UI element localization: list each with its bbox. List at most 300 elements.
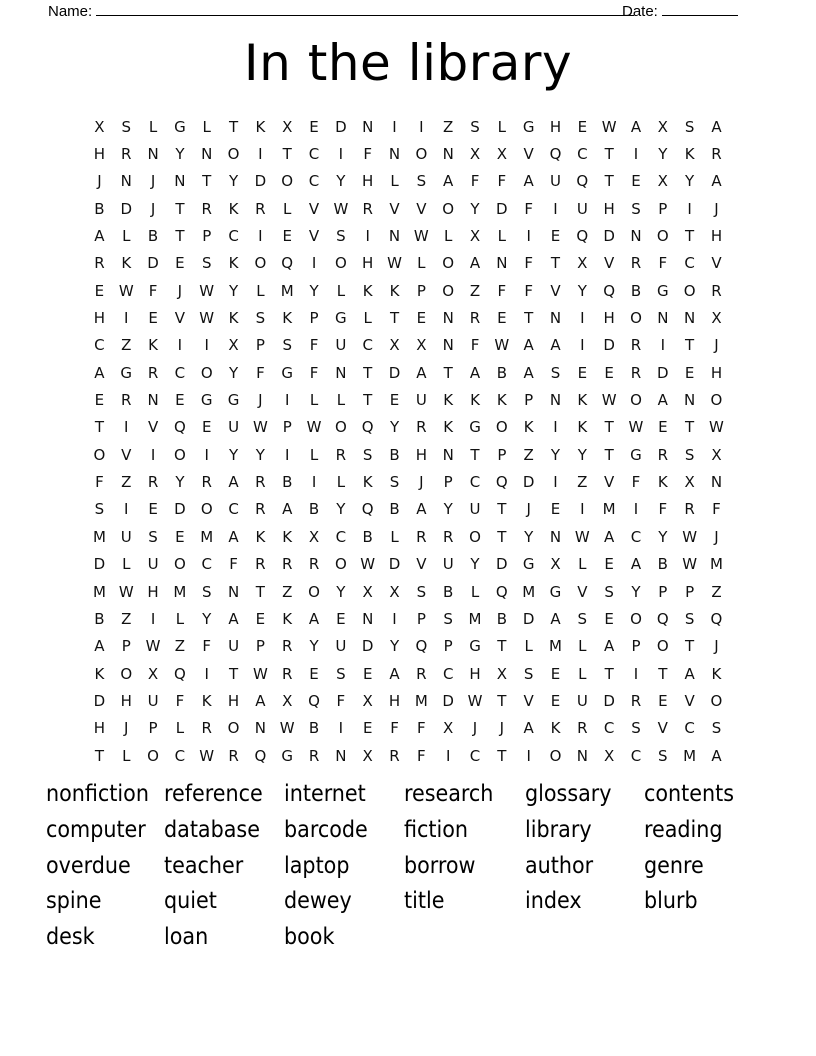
grid-letter[interactable]: P — [416, 281, 426, 300]
grid-letter[interactable]: P — [443, 637, 453, 656]
word-list-item[interactable]: title — [404, 888, 445, 915]
grid-letter[interactable]: X — [362, 582, 373, 601]
grid-letter[interactable]: F — [524, 254, 533, 273]
grid-letter[interactable]: L — [470, 582, 480, 601]
grid-letter[interactable]: B — [94, 199, 105, 218]
grid-letter[interactable]: G — [469, 418, 481, 437]
grid-letter[interactable]: T — [363, 391, 373, 410]
grid-letter[interactable]: S — [148, 527, 158, 546]
grid-letter[interactable]: T — [685, 418, 695, 437]
grid-letter[interactable]: F — [202, 637, 212, 656]
grid-letter[interactable]: R — [711, 145, 722, 164]
grid-letter[interactable]: K — [228, 254, 239, 273]
grid-letter[interactable]: C — [228, 500, 239, 519]
grid-letter[interactable]: H — [120, 691, 132, 710]
grid-letter[interactable]: K — [711, 664, 722, 683]
grid-letter[interactable]: W — [628, 418, 644, 437]
grid-letter[interactable]: M — [200, 527, 214, 546]
grid-letter[interactable]: X — [443, 719, 454, 738]
grid-letter[interactable]: O — [227, 145, 240, 164]
grid-letter[interactable]: W — [252, 418, 268, 437]
grid-letter[interactable]: I — [124, 418, 129, 437]
grid-letter[interactable]: X — [282, 117, 293, 136]
grid-letter[interactable]: P — [416, 609, 426, 628]
grid-letter[interactable]: L — [256, 281, 265, 300]
grid-letter[interactable]: N — [684, 391, 696, 410]
grid-letter[interactable]: H — [93, 309, 106, 328]
grid-letter[interactable]: O — [630, 391, 642, 410]
grid-letter[interactable]: G — [630, 445, 642, 464]
grid-letter[interactable]: R — [416, 527, 427, 546]
grid-letter[interactable]: N — [442, 336, 454, 355]
grid-letter[interactable]: C — [94, 336, 105, 355]
word-list-item[interactable]: library — [525, 816, 592, 843]
grid-letter[interactable]: E — [550, 500, 561, 519]
grid-letter[interactable]: D — [388, 555, 401, 574]
grid-letter[interactable]: E — [604, 555, 614, 574]
grid-letter[interactable]: K — [255, 117, 266, 136]
grid-letter[interactable]: G — [469, 637, 481, 656]
grid-letter[interactable]: L — [578, 664, 587, 683]
grid-letter[interactable]: R — [255, 555, 266, 574]
grid-letter[interactable]: O — [442, 199, 455, 218]
grid-letter[interactable]: C — [308, 145, 320, 164]
grid-letter[interactable]: K — [362, 473, 373, 492]
grid-letter[interactable]: N — [657, 309, 669, 328]
grid-letter[interactable]: K — [282, 309, 293, 328]
grid-letter[interactable]: H — [469, 664, 481, 683]
grid-letter[interactable]: S — [550, 363, 561, 382]
grid-letter[interactable]: F — [524, 281, 533, 300]
grid-letter[interactable]: I — [419, 117, 424, 136]
grid-letter[interactable]: T — [497, 637, 507, 656]
grid-letter[interactable]: V — [684, 691, 695, 710]
grid-letter[interactable]: K — [684, 145, 695, 164]
grid-letter[interactable]: R — [362, 199, 373, 218]
grid-letter[interactable]: K — [577, 418, 588, 437]
grid-letter[interactable]: X — [469, 227, 481, 246]
grid-letter[interactable]: P — [685, 582, 695, 601]
grid-letter[interactable]: Y — [228, 363, 239, 382]
grid-letter[interactable]: Y — [336, 172, 346, 191]
grid-letter[interactable]: T — [94, 746, 104, 765]
grid-letter[interactable]: S — [282, 336, 292, 355]
grid-letter[interactable]: V — [174, 309, 186, 328]
grid-letter[interactable]: A — [255, 691, 266, 710]
date-input-line[interactable] — [662, 2, 738, 16]
grid-letter[interactable]: M — [683, 746, 697, 765]
grid-letter[interactable]: F — [229, 555, 238, 574]
grid-letter[interactable]: F — [95, 473, 104, 492]
grid-letter[interactable]: W — [601, 391, 617, 410]
grid-letter[interactable]: V — [308, 199, 320, 218]
grid-letter[interactable]: V — [657, 719, 668, 738]
grid-letter[interactable]: V — [604, 254, 615, 273]
grid-letter[interactable]: F — [470, 172, 480, 191]
grid-letter[interactable]: B — [389, 500, 400, 519]
grid-letter[interactable]: M — [709, 555, 723, 574]
grid-letter[interactable]: E — [631, 172, 641, 191]
grid-letter[interactable]: W — [601, 117, 617, 136]
grid-letter[interactable]: U — [335, 336, 347, 355]
grid-letter[interactable]: T — [497, 691, 507, 710]
grid-letter[interactable]: D — [335, 117, 347, 136]
grid-letter[interactable]: I — [311, 473, 317, 492]
word-list-item[interactable]: contents — [644, 781, 735, 807]
grid-letter[interactable]: K — [577, 391, 588, 410]
grid-letter[interactable]: A — [630, 117, 642, 136]
grid-letter[interactable]: I — [580, 336, 585, 355]
grid-letter[interactable]: V — [550, 281, 561, 300]
grid-letter[interactable]: E — [577, 363, 588, 382]
grid-letter[interactable]: T — [228, 117, 239, 136]
grid-letter[interactable]: Q — [576, 227, 589, 246]
grid-letter[interactable]: J — [177, 281, 183, 300]
grid-letter[interactable]: N — [630, 227, 642, 246]
grid-letter[interactable]: T — [497, 527, 507, 546]
grid-letter[interactable]: R — [121, 391, 132, 410]
grid-letter[interactable]: X — [389, 336, 400, 355]
grid-letter[interactable]: D — [93, 555, 106, 574]
grid-letter[interactable]: W — [199, 281, 215, 300]
grid-letter[interactable]: T — [443, 363, 453, 382]
grid-letter[interactable]: C — [684, 254, 695, 273]
grid-letter[interactable]: I — [284, 391, 290, 410]
grid-letter[interactable]: L — [417, 254, 426, 273]
grid-letter[interactable]: O — [442, 281, 455, 300]
grid-letter[interactable]: Y — [202, 609, 212, 628]
grid-letter[interactable]: K — [282, 609, 293, 628]
grid-letter[interactable]: L — [497, 117, 507, 136]
grid-letter[interactable]: O — [630, 609, 642, 628]
grid-letter[interactable]: X — [389, 582, 400, 601]
grid-letter[interactable]: I — [633, 664, 639, 683]
grid-letter[interactable]: Z — [282, 582, 293, 601]
grid-letter[interactable]: D — [603, 227, 615, 246]
grid-letter[interactable]: H — [603, 309, 615, 328]
grid-letter[interactable]: N — [684, 309, 696, 328]
grid-letter[interactable]: V — [121, 445, 132, 464]
grid-letter[interactable]: O — [147, 746, 159, 765]
grid-letter[interactable]: G — [549, 582, 562, 601]
word-list-item[interactable]: nonfiction — [46, 781, 149, 807]
grid-letter[interactable]: L — [336, 281, 346, 300]
grid-letter[interactable]: S — [201, 582, 212, 601]
grid-letter[interactable]: E — [148, 500, 158, 519]
grid-letter[interactable]: I — [553, 418, 558, 437]
grid-letter[interactable]: X — [657, 117, 668, 136]
grid-letter[interactable]: E — [362, 664, 373, 683]
grid-letter[interactable]: D — [361, 637, 374, 656]
grid-letter[interactable]: R — [442, 527, 454, 546]
grid-letter[interactable]: K — [443, 418, 454, 437]
grid-letter[interactable]: W — [413, 227, 429, 246]
grid-letter[interactable]: Y — [228, 172, 239, 191]
grid-letter[interactable]: L — [578, 555, 587, 574]
grid-letter[interactable]: A — [94, 227, 105, 246]
grid-letter[interactable]: A — [228, 609, 239, 628]
grid-letter[interactable]: W — [145, 637, 161, 656]
word-list-item[interactable]: barcode — [284, 816, 368, 843]
grid-letter[interactable]: O — [227, 719, 240, 738]
grid-letter[interactable]: I — [124, 500, 129, 519]
grid-letter[interactable]: T — [255, 582, 265, 601]
grid-letter[interactable]: K — [228, 309, 239, 328]
grid-letter[interactable]: T — [685, 637, 695, 656]
word-list-item[interactable]: book — [284, 924, 335, 951]
word-list-item[interactable]: overdue — [46, 852, 131, 879]
grid-letter[interactable]: X — [308, 527, 320, 546]
grid-letter[interactable]: P — [309, 309, 319, 328]
grid-letter[interactable]: O — [710, 391, 723, 410]
grid-letter[interactable]: M — [549, 637, 562, 656]
grid-letter[interactable]: B — [443, 582, 454, 601]
grid-letter[interactable]: D — [522, 609, 535, 628]
grid-letter[interactable]: O — [334, 254, 347, 273]
grid-letter[interactable]: H — [710, 227, 723, 246]
grid-letter[interactable]: L — [309, 391, 319, 410]
grid-letter[interactable]: S — [416, 172, 427, 191]
grid-letter[interactable]: A — [711, 117, 722, 136]
grid-letter[interactable]: K — [94, 664, 105, 683]
grid-letter[interactable]: T — [282, 145, 292, 164]
grid-letter[interactable]: T — [550, 254, 561, 273]
grid-letter[interactable]: E — [255, 609, 266, 628]
grid-letter[interactable]: B — [630, 281, 642, 300]
word-list-item[interactable]: glossary — [525, 781, 612, 807]
grid-letter[interactable]: A — [684, 664, 695, 683]
grid-letter[interactable]: J — [97, 172, 102, 191]
grid-letter[interactable]: T — [685, 227, 695, 246]
grid-letter[interactable]: I — [177, 336, 183, 355]
grid-letter[interactable]: K — [362, 281, 373, 300]
word-list-item[interactable]: loan — [164, 924, 209, 951]
grid-letter[interactable]: V — [711, 254, 722, 273]
grid-letter[interactable]: E — [658, 418, 668, 437]
grid-letter[interactable]: I — [392, 117, 397, 136]
grid-letter[interactable]: A — [94, 363, 105, 382]
grid-letter[interactable]: X — [362, 746, 373, 765]
grid-letter[interactable]: N — [335, 746, 347, 765]
grid-letter[interactable]: O — [656, 637, 669, 656]
grid-letter[interactable]: F — [363, 145, 373, 164]
grid-letter[interactable]: L — [122, 746, 131, 765]
grid-letter[interactable]: S — [711, 719, 722, 738]
grid-letter[interactable]: N — [120, 172, 132, 191]
grid-letter[interactable]: Y — [336, 500, 346, 519]
grid-letter[interactable]: Q — [576, 172, 589, 191]
grid-letter[interactable]: L — [390, 527, 399, 546]
grid-letter[interactable]: V — [389, 199, 400, 218]
grid-letter[interactable]: I — [204, 664, 209, 683]
grid-letter[interactable]: Y — [443, 500, 453, 519]
grid-letter[interactable]: M — [92, 582, 106, 601]
grid-letter[interactable]: W — [709, 418, 724, 437]
grid-letter[interactable]: M — [92, 527, 106, 546]
grid-letter[interactable]: S — [684, 445, 695, 464]
grid-letter[interactable]: H — [227, 691, 240, 710]
grid-letter[interactable]: B — [147, 227, 159, 246]
word-list-item[interactable]: teacher — [164, 852, 244, 879]
grid-letter[interactable]: I — [633, 500, 639, 519]
grid-letter[interactable]: I — [660, 336, 666, 355]
grid-letter[interactable]: Q — [254, 746, 267, 765]
grid-letter[interactable]: R — [416, 418, 427, 437]
grid-letter[interactable]: Y — [470, 555, 480, 574]
grid-letter[interactable]: I — [338, 719, 344, 738]
grid-letter[interactable]: F — [658, 500, 668, 519]
grid-letter[interactable]: X — [147, 664, 159, 683]
grid-letter[interactable]: N — [335, 363, 347, 382]
grid-letter[interactable]: O — [549, 746, 562, 765]
grid-letter[interactable]: D — [496, 199, 508, 218]
grid-letter[interactable]: Z — [121, 473, 132, 492]
grid-letter[interactable]: S — [523, 664, 534, 683]
grid-letter[interactable]: V — [604, 473, 615, 492]
grid-letter[interactable]: C — [469, 746, 481, 765]
grid-letter[interactable]: A — [416, 500, 427, 519]
grid-letter[interactable]: X — [711, 309, 722, 328]
grid-letter[interactable]: G — [174, 117, 186, 136]
grid-letter[interactable]: Y — [470, 199, 480, 218]
grid-letter[interactable]: Z — [121, 336, 132, 355]
grid-letter[interactable]: C — [362, 336, 373, 355]
grid-letter[interactable]: L — [336, 391, 346, 410]
grid-letter[interactable]: C — [442, 664, 454, 683]
grid-letter[interactable]: O — [93, 445, 106, 464]
grid-letter[interactable]: E — [684, 363, 695, 382]
grid-letter[interactable]: L — [283, 199, 292, 218]
grid-letter[interactable]: W — [682, 527, 698, 546]
grid-letter[interactable]: V — [147, 418, 159, 437]
grid-letter[interactable]: Z — [174, 637, 186, 656]
grid-letter[interactable]: D — [442, 691, 454, 710]
grid-letter[interactable]: N — [549, 391, 562, 410]
grid-letter[interactable]: U — [335, 637, 347, 656]
word-list-item[interactable]: genre — [644, 852, 704, 879]
grid-letter[interactable]: D — [388, 363, 401, 382]
grid-letter[interactable]: C — [308, 172, 320, 191]
grid-letter[interactable]: R — [201, 719, 212, 738]
grid-letter[interactable]: N — [201, 145, 213, 164]
grid-letter[interactable]: U — [550, 172, 561, 191]
grid-letter[interactable]: T — [685, 336, 695, 355]
grid-letter[interactable]: R — [335, 445, 347, 464]
grid-letter[interactable]: R — [711, 281, 722, 300]
grid-letter[interactable]: D — [93, 691, 106, 710]
grid-letter[interactable]: T — [363, 363, 373, 382]
grid-letter[interactable]: A — [282, 500, 293, 519]
grid-letter[interactable]: L — [175, 719, 185, 738]
grid-letter[interactable]: P — [255, 637, 265, 656]
grid-letter[interactable]: R — [228, 746, 239, 765]
grid-letter[interactable]: P — [443, 473, 453, 492]
grid-letter[interactable]: X — [416, 336, 427, 355]
grid-letter[interactable]: N — [147, 145, 159, 164]
grid-letter[interactable]: Z — [121, 609, 132, 628]
grid-letter[interactable]: F — [336, 691, 346, 710]
grid-letter[interactable]: T — [470, 445, 480, 464]
grid-letter[interactable]: I — [150, 609, 156, 628]
grid-letter[interactable]: C — [469, 473, 481, 492]
grid-letter[interactable]: L — [363, 309, 372, 328]
grid-letter[interactable]: F — [470, 336, 480, 355]
grid-letter[interactable]: S — [631, 199, 641, 218]
grid-letter[interactable]: E — [175, 254, 185, 273]
grid-letter[interactable]: E — [282, 227, 292, 246]
grid-letter[interactable]: T — [604, 664, 614, 683]
grid-letter[interactable]: I — [526, 227, 531, 246]
grid-letter[interactable]: X — [228, 336, 239, 355]
grid-letter[interactable]: M — [414, 691, 428, 710]
grid-letter[interactable]: Z — [577, 473, 588, 492]
word-list-item[interactable]: laptop — [284, 852, 350, 879]
grid-letter[interactable]: I — [204, 445, 209, 464]
grid-letter[interactable]: X — [496, 664, 507, 683]
word-list-item[interactable]: dewey — [284, 888, 352, 915]
grid-letter[interactable]: X — [362, 691, 373, 710]
grid-letter[interactable]: O — [173, 555, 186, 574]
grid-letter[interactable]: Y — [175, 473, 185, 492]
grid-letter[interactable]: P — [148, 719, 158, 738]
grid-letter[interactable]: S — [336, 664, 346, 683]
grid-letter[interactable]: R — [121, 145, 132, 164]
grid-letter[interactable]: E — [416, 309, 427, 328]
grid-letter[interactable]: G — [281, 363, 294, 382]
word-list-item[interactable]: author — [525, 852, 594, 879]
grid-letter[interactable]: I — [338, 145, 344, 164]
grid-letter[interactable]: V — [416, 199, 427, 218]
grid-letter[interactable]: P — [524, 391, 534, 410]
grid-letter[interactable]: O — [442, 254, 455, 273]
grid-letter[interactable]: C — [335, 527, 347, 546]
grid-letter[interactable]: Q — [603, 281, 616, 300]
grid-letter[interactable]: G — [522, 117, 535, 136]
grid-letter[interactable]: C — [630, 527, 642, 546]
grid-letter[interactable]: C — [684, 719, 695, 738]
grid-letter[interactable]: A — [711, 172, 722, 191]
grid-letter[interactable]: H — [603, 199, 615, 218]
grid-letter[interactable]: Y — [658, 527, 668, 546]
grid-letter[interactable]: L — [148, 117, 158, 136]
grid-letter[interactable]: I — [311, 254, 317, 273]
grid-letter[interactable]: I — [124, 309, 129, 328]
grid-letter[interactable]: Y — [389, 418, 400, 437]
grid-letter[interactable]: F — [631, 473, 641, 492]
grid-letter[interactable]: G — [281, 746, 294, 765]
grid-letter[interactable]: Q — [495, 473, 508, 492]
grid-letter[interactable]: I — [204, 336, 209, 355]
grid-letter[interactable]: N — [710, 473, 723, 492]
grid-letter[interactable]: S — [470, 117, 480, 136]
grid-letter[interactable]: R — [416, 664, 427, 683]
grid-letter[interactable]: W — [118, 582, 134, 601]
grid-letter[interactable]: H — [388, 691, 401, 710]
grid-letter[interactable]: W — [199, 746, 215, 765]
grid-letter[interactable]: R — [630, 336, 642, 355]
grid-letter[interactable]: Y — [577, 445, 587, 464]
grid-letter[interactable]: T — [524, 309, 534, 328]
grid-letter[interactable]: J — [124, 719, 129, 738]
grid-letter[interactable]: O — [469, 527, 481, 546]
grid-letter[interactable]: P — [202, 227, 212, 246]
grid-letter[interactable]: K — [255, 527, 266, 546]
grid-letter[interactable]: S — [121, 117, 131, 136]
grid-letter[interactable]: J — [472, 719, 478, 738]
grid-letter[interactable]: S — [443, 609, 453, 628]
grid-letter[interactable]: O — [630, 309, 642, 328]
grid-letter[interactable]: G — [522, 555, 535, 574]
